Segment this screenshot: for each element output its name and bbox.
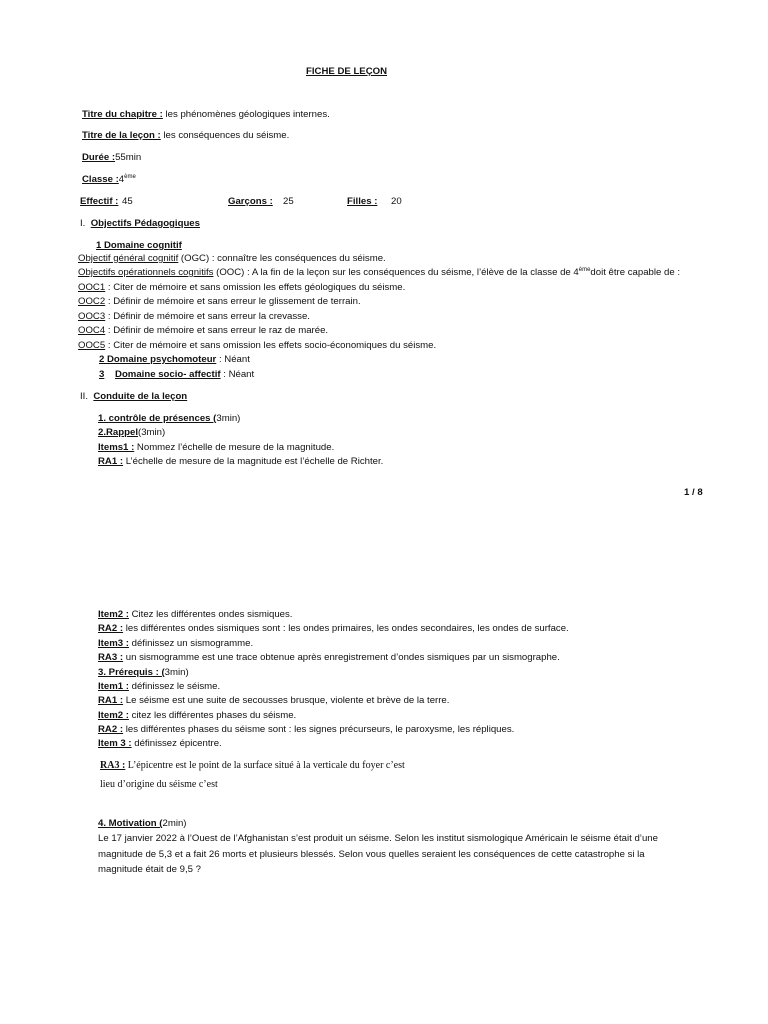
cognitive-domain-title: 1 Domaine cognitif <box>96 240 182 251</box>
objective-text: : Définir de mémoire et sans erreur le raz de marée. <box>105 325 329 336</box>
prereq-item3-label: Item 3 : <box>98 738 132 749</box>
filles-value: 20 <box>391 196 402 207</box>
section1-numeral: I. <box>80 218 86 229</box>
rappel-label: 2.Rappel <box>98 427 138 438</box>
lesson-value: les conséquences du séisme. <box>160 130 290 141</box>
class-sup: ème <box>124 174 136 180</box>
ra1-text: L’échelle de mesure de la magnitude est l’échelle de Richter. <box>123 456 384 467</box>
chapter-label: Titre du chapitre : <box>82 109 163 120</box>
psychomotor-value: : Néant <box>216 354 250 365</box>
socio-affective-value: : Néant <box>220 369 255 380</box>
prereq-ra3-label: RA3 : <box>100 760 126 771</box>
prereq-ra2-label: RA2 : <box>98 724 124 735</box>
class-label: Classe : <box>82 174 119 185</box>
objective-ooc5 <box>78 340 436 352</box>
ooc-text-b: doit être capable de : <box>590 267 681 278</box>
section2-heading <box>80 391 187 403</box>
motivation-label: 4. Motivation ( <box>98 818 163 829</box>
effectif-line <box>80 196 118 208</box>
chapter-value: les phénomènes géologiques internes. <box>162 109 330 120</box>
prereq-item3-line <box>98 738 222 750</box>
objective-ooc4 <box>78 325 328 337</box>
prereq-ra3-line <box>100 760 405 772</box>
objective-text: : Citer de mémoire et sans omission les effets géologiques du séisme. <box>105 282 406 293</box>
presence-value: 3min) <box>216 413 241 424</box>
duration-label: Durée : <box>82 152 116 163</box>
prereq-label: 3. Prérequis : ( <box>98 667 165 678</box>
objective-ooc2 <box>78 296 361 308</box>
prereq-ra2-line <box>98 724 514 736</box>
items1-text: Nommez l’échelle de mesure de la magnitude. <box>134 442 335 453</box>
ooc-sup: ème <box>578 267 591 273</box>
prereq-ra1-text: Le séisme est une suite de secousses brusque, violente et brève de la terre. <box>123 695 450 706</box>
section1-title: Objectifs Pédagogiques <box>90 218 200 229</box>
effectif-label: Effectif : <box>80 196 119 207</box>
psychomotor-label: 2 Domaine psychomoteur <box>99 354 217 365</box>
items1-label: Items1 : <box>98 442 135 453</box>
class-value: 4 <box>118 174 125 185</box>
ra1-label: RA1 : <box>98 456 124 467</box>
socio-affective-line <box>99 369 254 381</box>
page-number: 1 / 8 <box>684 487 703 498</box>
item2-line <box>98 609 292 621</box>
section2-numeral: II. <box>80 391 88 402</box>
ogc-line <box>78 253 386 265</box>
item3-text: définissez un sismogramme. <box>128 638 254 649</box>
prereq-item1-label: Item1 : <box>98 681 129 692</box>
prereq-item3-text: définissez épicentre. <box>131 738 222 749</box>
prereq-item1-text: définissez le séisme. <box>128 681 221 692</box>
ra3-text: un sismogramme est une trace obtenue après enregistrement d’ondes sismiques par un sismographe. <box>123 652 560 663</box>
ra2-text: les différentes ondes sismiques sont : les ondes primaires, les ondes secondaires, les ondes de surface. <box>123 623 569 634</box>
ra2-line <box>98 623 569 635</box>
objective-code: OOC5 <box>78 340 106 351</box>
objective-ooc3 <box>78 311 310 323</box>
prereq-ra1-label: RA1 : <box>98 695 124 706</box>
objective-code: OOC1 <box>78 282 106 293</box>
section2-title: Conduite de la leçon <box>93 391 188 402</box>
objective-text: : Définir de mémoire et sans erreur la crevasse. <box>105 311 310 322</box>
ra3-label: RA3 : <box>98 652 124 663</box>
ooc-line <box>78 267 680 279</box>
prereq-item2-text: citez les différentes phases du séisme. <box>128 710 297 721</box>
duration-line <box>82 152 141 164</box>
prereq-ra3-continuation: lieu d’origine du séisme c’est <box>100 779 218 790</box>
rappel-value: (3min) <box>138 427 166 438</box>
rappel-line <box>98 427 165 439</box>
item3-line <box>98 638 253 650</box>
objective-text: : Citer de mémoire et sans omission les effets socio-économiques du séisme. <box>105 340 437 351</box>
presence-label: 1. contrôle de présences ( <box>98 413 217 424</box>
garcons-label: Garçons : <box>228 196 273 207</box>
item3-label: Item3 : <box>98 638 129 649</box>
objective-code: OOC3 <box>78 311 106 322</box>
ogc-label: Objectif général cognitif <box>78 253 179 264</box>
ooc-label: Objectifs opérationnels cognitifs <box>78 267 214 278</box>
prereq-line <box>98 667 189 679</box>
presence-line <box>98 413 240 425</box>
effectif-value: 45 <box>122 196 133 207</box>
item2-text: Citez les différentes ondes sismiques. <box>128 609 293 620</box>
objective-code: OOC4 <box>78 325 106 336</box>
motivation-value: 2min) <box>162 818 187 829</box>
prereq-ra3-text: L’épicentre est le point de la surface situé à la verticale du foyer c’est <box>125 760 405 771</box>
objective-ooc1 <box>78 282 405 294</box>
item2-label: Item2 : <box>98 609 129 620</box>
motivation-paragraph-line: magnitude de 5,3 et a fait 26 morts et plusieurs blessés. Selon vous quelles seraient les conséquences de cette catastrophe si la <box>98 849 645 860</box>
ra1-line <box>98 456 383 468</box>
duration-value: 55min <box>115 152 142 163</box>
chapter-line <box>82 109 330 121</box>
lesson-line <box>82 130 289 142</box>
prereq-ra2-text: les différentes phases du séisme sont : les signes précurseurs, le paroxysme, les répliques. <box>123 724 515 735</box>
document-title: FICHE DE LEÇON <box>306 66 388 77</box>
prereq-ra1-line <box>98 695 449 707</box>
prereq-value: 3min) <box>164 667 189 678</box>
lesson-label: Titre de la leçon : <box>82 130 161 141</box>
prereq-item2-line <box>98 710 296 722</box>
items1-line <box>98 442 334 454</box>
motivation-heading <box>98 818 187 830</box>
ooc-text-a: (OOC) : A la fin de la leçon sur les conséquences du séisme, l’élève de la classe de 4 <box>213 267 579 278</box>
objective-code: OOC2 <box>78 296 106 307</box>
ra3-line <box>98 652 560 664</box>
filles-label: Filles : <box>347 196 378 207</box>
ogc-text: (OGC) : connaître les conséquences du séisme. <box>178 253 386 264</box>
prereq-item1-line <box>98 681 220 693</box>
section1-heading <box>80 218 200 230</box>
motivation-paragraph-line: magnitude était de 9,5 ? <box>98 864 201 875</box>
objective-text: : Définir de mémoire et sans erreur le glissement de terrain. <box>105 296 361 307</box>
socio-affective-label: Domaine socio- affectif <box>115 369 221 380</box>
psychomotor-line <box>99 354 250 366</box>
class-line <box>82 174 136 186</box>
socio-number: 3 <box>99 369 105 380</box>
ra2-label: RA2 : <box>98 623 124 634</box>
motivation-paragraph-line: Le 17 janvier 2022 à l’Ouest de l’Afghanistan s’est produit un séisme. Selon les institut sismologique Américain le séisme était d’une <box>98 833 658 844</box>
prereq-item2-label: Item2 : <box>98 710 129 721</box>
garcons-value: 25 <box>283 196 294 207</box>
